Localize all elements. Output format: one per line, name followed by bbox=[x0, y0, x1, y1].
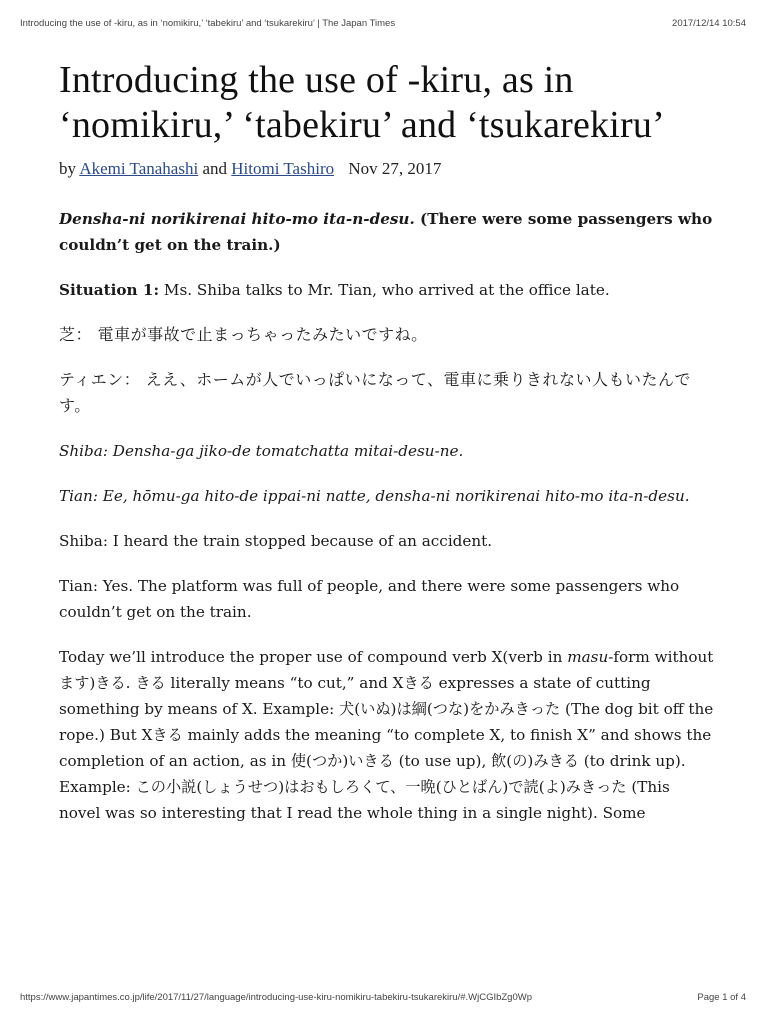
lead-paragraph bbox=[59, 206, 715, 258]
publish-date: Nov 27, 2017 bbox=[348, 159, 442, 178]
print-header bbox=[20, 18, 746, 32]
print-footer-url: https://www.japantimes.co.jp/life/2017/11/27/language/introducing-use-kiru-nomikiru-tabekiru-tsukarekiru/#.WjCGIbZg0Wp bbox=[20, 992, 533, 1003]
english-dialogue-tian: Tian: Yes. The platform was full of people, and there were some passengers who couldn’t get on the train. bbox=[59, 577, 680, 621]
author-link-hitomi-tashiro[interactable]: Hitomi Tashiro bbox=[231, 159, 335, 178]
japanese-dialogue-shiba: 芝： 電車が事故で止まっちゃったみたいですね。 bbox=[59, 325, 428, 344]
romaji-dialogue-tian: Tian: Ee, hōmu-ga hito-de ippai-ni natte, densha-ni norikirenai hito-mo ita-n-desu. bbox=[59, 487, 690, 505]
romaji-dialogue-shiba: Shiba: Densha-ga jiko-de tomatchatta mitai-desu-ne. bbox=[59, 442, 464, 460]
situation-label: Situation 1: bbox=[59, 281, 160, 299]
explanation-part2: -form without ます)きる. きる literally means “to cut,” and Xきる expresses a state of cutting something by means of X. Example: 犬(いぬ)は綱(つな)をかみきった (The dog bit off the rope.) But Xきる mainly adds the meaning “to complete X, to finish X” and shows the completion of an action, as in 使(つか)いきる (to use up), 飲(の)みきる (to drink up). Example: この小説(しょうせつ)はおもしろくて、一晩(ひとばん)で読(よ)みきった (This novel was so interesting that I read the whole thing in a single night). Some bbox=[59, 648, 714, 822]
print-header-title: Introducing the use of -kiru, as in ‘nomikiru,’ ‘tabekiru’ and ‘tsukarekiru’ | The Japan Times bbox=[20, 18, 396, 29]
print-header-datetime: 2017/12/14 10:54 bbox=[672, 18, 746, 29]
author-link-akemi-tanahashi[interactable]: Akemi Tanahashi bbox=[79, 159, 199, 178]
explanation-part1: Today we’ll introduce the proper use of compound verb X(verb in bbox=[59, 648, 568, 666]
explanation-masu: masu bbox=[567, 648, 609, 666]
print-footer-page: Page 1 of 4 bbox=[697, 992, 746, 1003]
byline bbox=[59, 158, 715, 180]
situation-paragraph bbox=[59, 277, 715, 303]
english-dialogue-shiba: Shiba: I heard the train stopped because of an accident. bbox=[59, 532, 493, 550]
print-footer bbox=[20, 992, 746, 1006]
situation-text: Ms. Shiba talks to Mr. Tian, who arrived at the office late. bbox=[163, 281, 610, 299]
japanese-dialogue-tian: ティエン： ええ、ホームが人でいっぱいになって、電車に乗りきれない人もいたんです。 bbox=[59, 370, 691, 415]
lead-japanese: Densha-ni norikirenai hito-mo ita-n-desu. bbox=[59, 210, 415, 228]
explanation-paragraph bbox=[59, 644, 715, 826]
lead-translation: (There were some passengers who couldn’t get on the train.) bbox=[59, 210, 713, 254]
article bbox=[59, 58, 715, 948]
byline-and: and bbox=[202, 159, 227, 178]
byline-by: by bbox=[59, 159, 76, 178]
article-headline: Introducing the use of -kiru, as in ‘nomikiru,’ ‘tabekiru’ and ‘tsukarekiru’ bbox=[59, 59, 665, 146]
